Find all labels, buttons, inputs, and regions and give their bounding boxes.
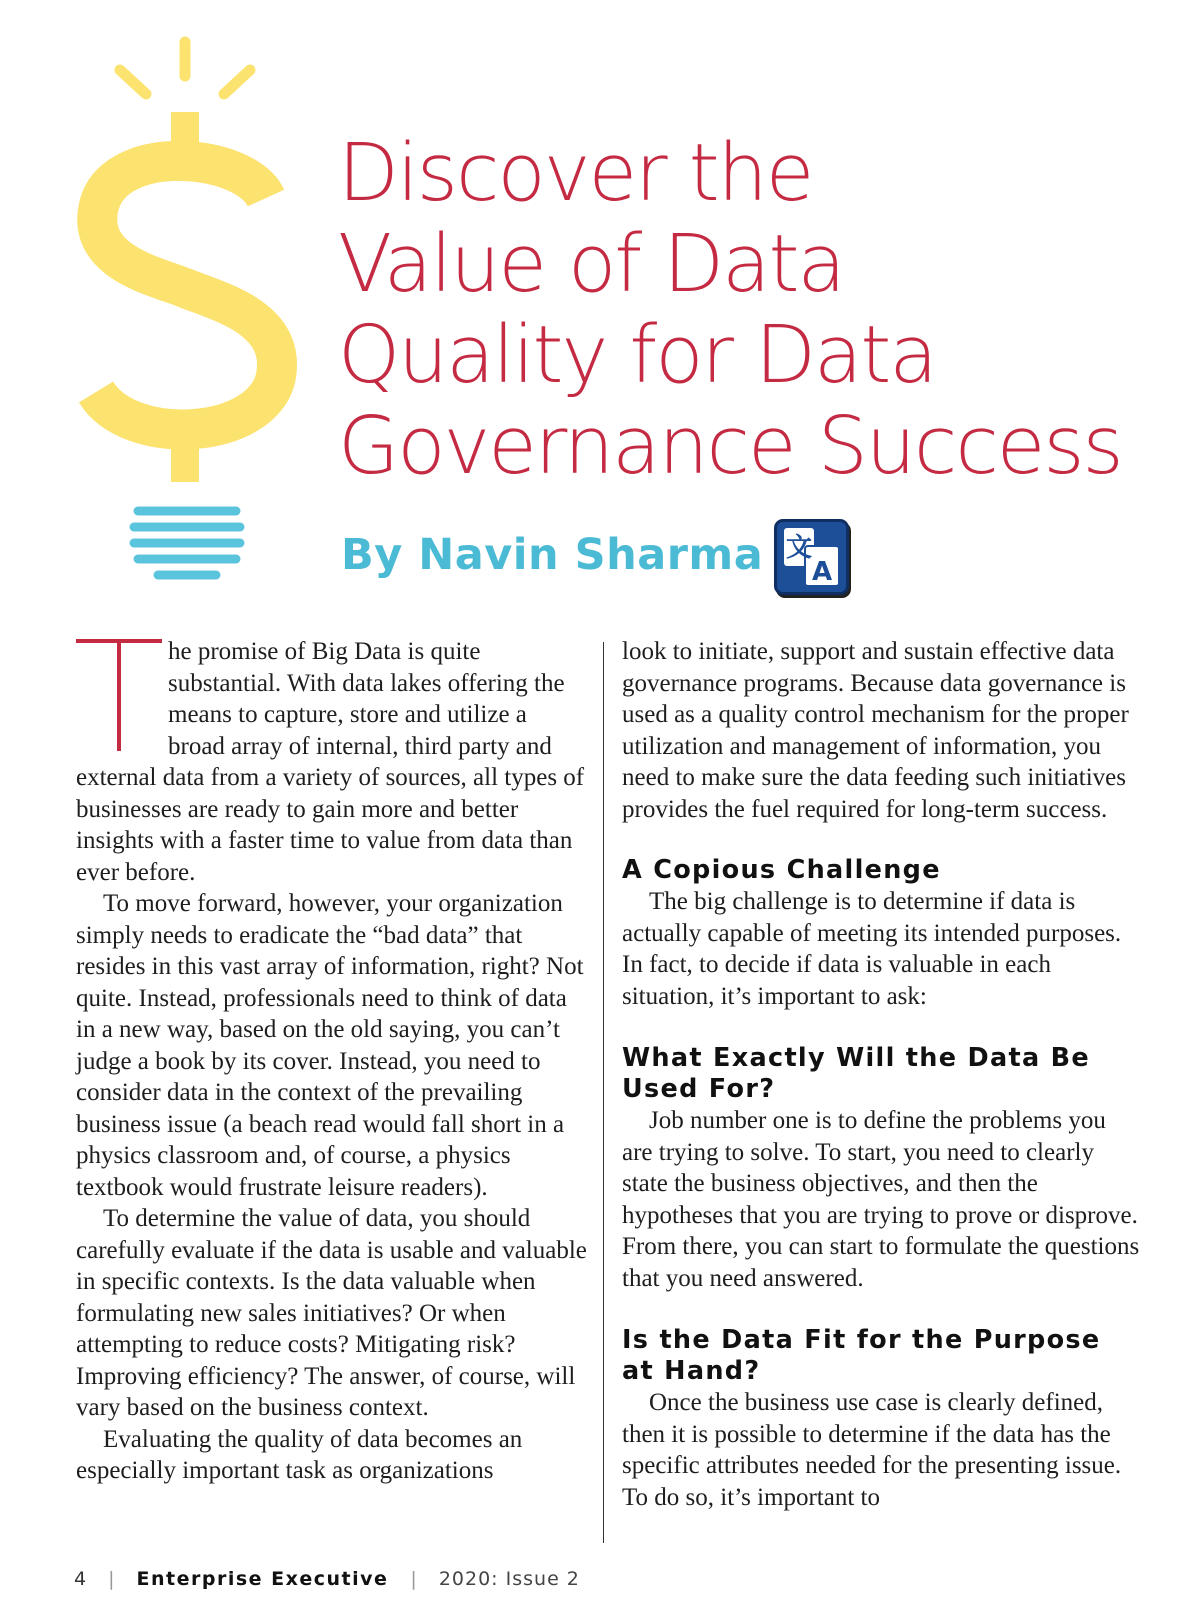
- translate-source-glyph: 文: [785, 533, 813, 563]
- translate-button[interactable]: [774, 519, 849, 595]
- body-paragraph: he promise of Big Data is quite substantial. With data lakes offering the means to capture, store and utilize a broad array of internal, third party and external data from a variety of sources, all types of businesses are ready to gain more and better insights with a faster time to value from data than ever before.: [76, 638, 585, 886]
- body-paragraph: The big challenge is to determine if data is actually capable of meeting its intended purposes. In fact, to decide if data is valuable in each situation, it’s important to ask:: [622, 888, 1122, 1010]
- light-rays-icon: [120, 42, 250, 94]
- drop-cap-stem: [117, 639, 121, 751]
- title-line: Value of Data: [338, 218, 844, 310]
- title-line: Discover the: [338, 127, 813, 219]
- magazine-name: Enterprise Executive: [136, 1568, 389, 1590]
- page-number: 4: [74, 1568, 87, 1590]
- footer-separator: |: [410, 1568, 417, 1590]
- article-title: [338, 128, 1178, 492]
- footer-separator: |: [108, 1568, 115, 1590]
- column-divider: [603, 642, 604, 1543]
- body-paragraph: To move forward, however, your organization simply needs to eradicate the “bad data” that resides in this vast array of information, right? Not quite. Instead, professionals need to think of data in a new way, based on the old saying, you can’t judge a book by its cover. Instead, you need to consider data in the context of the prevailing business issue (a beach read would fall short in a physics classroom and, of course, a physics textbook would frustrate leisure readers).: [76, 890, 584, 1201]
- body-paragraph: Once the business use case is clearly defined, then it is possible to determine if the data has the specific attributes needed for the presenting issue. To do so, it’s important to: [622, 1389, 1122, 1511]
- dollar-sign-icon: [96, 112, 277, 482]
- page-footer: [74, 1568, 580, 1590]
- translate-target-glyph: A: [811, 557, 833, 587]
- section-heading: A Copious Challenge: [622, 855, 941, 885]
- body-paragraph: look to initiate, support and sustain effective data governance programs. Because data governance is used as a quality control mechanism for the proper utilization and management of information, you need to make sure the data feeding such initiatives provides the fuel required for long-term success.: [622, 638, 1129, 823]
- body-paragraph: Job number one is to define the problems you are trying to solve. To start, you need to clearly state the business objectives, and then the hypotheses that you are trying to prove or disprove. From there, you can start to formulate the questions that you need answered.: [622, 1107, 1140, 1292]
- issue-label: 2020: Issue 2: [438, 1568, 580, 1590]
- title-line: Quality for Data: [338, 309, 936, 401]
- first-paragraph-block: [76, 636, 588, 888]
- section-heading: Is the Data Fit for the Purpose at Hand?: [622, 1325, 1101, 1386]
- body-paragraph: Evaluating the quality of data becomes an especially important task as organizations: [76, 1425, 523, 1484]
- translate-icon: [777, 522, 846, 592]
- section-heading: What Exactly Will the Data Be Used For?: [622, 1043, 1090, 1104]
- author-byline: By Navin Sharma: [341, 530, 764, 580]
- article-column-left: [76, 636, 588, 1487]
- dollar-lightbulb-illustration: [60, 30, 320, 600]
- drop-cap: [76, 638, 166, 762]
- title-line: Governance Success: [338, 400, 1122, 492]
- body-paragraph: To determine the value of data, you should carefully evaluate if the data is usable and valuable in specific contexts. Is the data valuable when formulating new sales initiatives? Or when attempting to reduce costs? Mitigating risk? Improving efficiency? The answer, of course, will vary based on the business context.: [76, 1205, 587, 1421]
- article-column-right: [622, 636, 1142, 1513]
- bulb-base-lines-icon: [134, 511, 240, 575]
